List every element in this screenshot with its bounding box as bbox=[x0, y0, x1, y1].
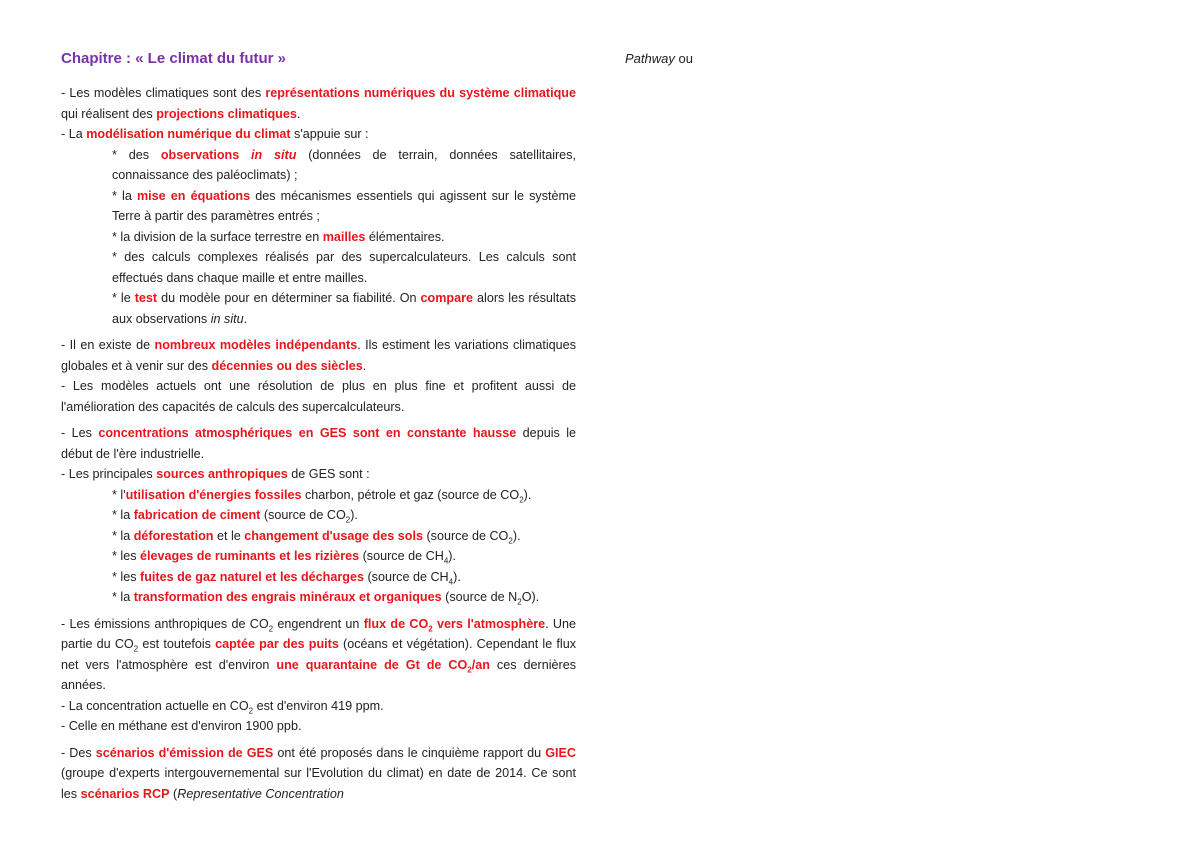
text: (océans et végétation). Cependant le flux net vers l'atmosphère est d'environ bbox=[61, 637, 576, 672]
text: alors les résultats aux observations bbox=[112, 291, 576, 326]
paragraph-emissions bbox=[61, 614, 576, 696]
subscript: 2 bbox=[517, 597, 522, 607]
text: (source de CH bbox=[359, 549, 444, 563]
subscript: 2 bbox=[268, 624, 274, 634]
paragraph-resolution: - Les modèles actuels ont une résolution de plus en plus fine et profitent aussi de l'amélioration des capacités de calculs des supercalculateurs. bbox=[61, 379, 576, 414]
text: - Les émissions anthropiques de CO bbox=[61, 616, 269, 631]
highlight: captée par des puits bbox=[215, 637, 339, 651]
subscript: 2 bbox=[248, 706, 254, 716]
highlight: nombreux modèles indépendants bbox=[154, 338, 358, 352]
highlight: compare bbox=[420, 291, 474, 305]
highlight: décennies ou des siècles bbox=[211, 358, 363, 373]
text: ou bbox=[674, 51, 693, 66]
text: - Les modèles climatiques sont des bbox=[61, 86, 266, 100]
highlight: transformation des engrais minéraux et organiques bbox=[133, 590, 442, 604]
text: du modèle pour en déterminer sa fiabilité. On bbox=[157, 291, 421, 305]
text: * l' bbox=[112, 487, 126, 502]
chapter-title: Chapitre : « Le climat du futur » bbox=[61, 50, 287, 67]
text: Representative Concentration bbox=[177, 786, 344, 801]
highlight: déforestation bbox=[133, 528, 214, 543]
highlight: élevages de ruminants et les rizières bbox=[140, 549, 360, 563]
subscript: 2 bbox=[345, 515, 351, 525]
list-item bbox=[61, 485, 576, 506]
text: charbon, pétrole et gaz (source de CO bbox=[301, 487, 520, 502]
text: ). bbox=[350, 508, 358, 522]
list-item bbox=[61, 227, 576, 248]
text: * la bbox=[112, 188, 137, 203]
highlight: mailles bbox=[322, 229, 366, 244]
text: (données de terrain, données satellitaires, connaissance des paléoclimats) ; bbox=[112, 147, 576, 182]
subscript: 2 bbox=[133, 644, 139, 654]
text: qui réalisent des bbox=[61, 106, 157, 121]
list-item bbox=[61, 505, 576, 526]
text: (source de N bbox=[441, 590, 518, 604]
text: depuis le début de l'ère industrielle. bbox=[61, 426, 577, 461]
highlight: fabrication de ciment bbox=[133, 508, 261, 522]
text: ( bbox=[169, 786, 178, 801]
text: ont été proposés dans le cinquième rapport du bbox=[273, 745, 546, 760]
text: et le bbox=[213, 528, 245, 543]
highlight: GIEC bbox=[545, 745, 576, 760]
highlight: in situ bbox=[251, 147, 297, 162]
text: . bbox=[296, 106, 301, 121]
text: - La bbox=[61, 127, 87, 141]
text: ). bbox=[523, 487, 532, 502]
list-item bbox=[61, 587, 576, 608]
list-item bbox=[61, 247, 576, 288]
text: * des bbox=[112, 147, 161, 162]
text: ces dernières années. bbox=[61, 657, 576, 692]
subscript: 2 bbox=[428, 624, 433, 634]
text: est d'environ 419 ppm. bbox=[253, 698, 384, 713]
text: de GES sont : bbox=[287, 467, 370, 481]
highlight: observations bbox=[160, 147, 252, 162]
list-item bbox=[61, 145, 576, 186]
paragraph-methane: - Celle en méthane est d'environ 1900 ppb. bbox=[61, 719, 302, 733]
highlight: changement d'usage des sols bbox=[244, 528, 423, 543]
text: * la division de la surface terrestre en bbox=[112, 229, 323, 244]
subscript: 4 bbox=[448, 577, 454, 587]
left-column bbox=[61, 48, 576, 804]
text: * la bbox=[112, 508, 134, 522]
text: in situ bbox=[210, 311, 244, 326]
text: - Des bbox=[61, 745, 96, 760]
paragraph-models bbox=[61, 83, 576, 124]
text: O). bbox=[521, 590, 540, 604]
text: est toutefois bbox=[138, 637, 216, 651]
text: (source de CO bbox=[422, 528, 509, 543]
list-item bbox=[61, 186, 576, 227]
subscript: 4 bbox=[443, 556, 449, 566]
text: . bbox=[362, 358, 367, 373]
text: * la bbox=[112, 528, 134, 543]
right-column-fragment bbox=[625, 48, 693, 70]
highlight: utilisation d'énergies fossiles bbox=[125, 487, 302, 502]
text: élémentaires. bbox=[365, 229, 445, 244]
text: - Il en existe de bbox=[61, 338, 155, 352]
paragraph-concentrations bbox=[61, 423, 576, 464]
highlight: /an bbox=[471, 657, 490, 672]
text: * la bbox=[112, 590, 134, 604]
text: ). bbox=[512, 528, 521, 543]
paragraph-modelisation bbox=[61, 124, 576, 145]
highlight: test bbox=[134, 291, 158, 305]
highlight: représentations numériques du système climatique bbox=[265, 86, 576, 100]
highlight: projections climatiques bbox=[156, 106, 297, 121]
text: des mécanismes essentiels qui agissent sur le système Terre à partir des paramètres entrés ; bbox=[112, 188, 577, 223]
paragraph-sources bbox=[61, 464, 576, 485]
text: (source de CH bbox=[363, 569, 449, 584]
paragraph-co2-concentration bbox=[61, 696, 576, 717]
text: . bbox=[243, 311, 248, 326]
text: Pathway bbox=[625, 51, 675, 66]
text: - Les bbox=[61, 426, 99, 440]
paragraph-independent-models bbox=[61, 335, 576, 376]
text: ). bbox=[448, 549, 456, 563]
text: ). bbox=[453, 569, 461, 584]
text: s'appuie sur : bbox=[290, 127, 369, 141]
text: - Les principales bbox=[61, 467, 157, 481]
text: * les bbox=[112, 549, 140, 563]
highlight: vers l'atmosphère bbox=[432, 616, 546, 631]
list-item bbox=[61, 288, 576, 329]
paragraph-scenarios bbox=[61, 743, 576, 805]
subscript: 2 bbox=[508, 536, 513, 546]
text: . Une partie du CO bbox=[61, 616, 576, 651]
list-item bbox=[61, 526, 576, 547]
text: - La concentration actuelle en CO bbox=[61, 698, 249, 713]
text: * des calculs complexes réalisés par des supercalculateurs. Les calculs sont effectués dans chaque maille et entre mailles. bbox=[112, 250, 576, 285]
highlight: sources anthropiques bbox=[156, 467, 288, 481]
highlight: scénarios d'émission de GES bbox=[95, 745, 274, 760]
highlight: concentrations atmosphériques en GES sont en constante hausse bbox=[98, 426, 517, 440]
text: * le bbox=[112, 291, 135, 305]
subscript: 2 bbox=[519, 495, 524, 505]
text: . Ils estiment les variations climatiques globales et à venir sur des bbox=[61, 338, 576, 373]
text: (source de CO bbox=[260, 508, 346, 522]
text: (groupe d'experts intergouvernemental sur l'Evolution du climat) en date de 2014. Ce sont les bbox=[61, 766, 576, 801]
list-item bbox=[61, 567, 576, 588]
text: * les bbox=[112, 569, 140, 584]
highlight: flux de CO bbox=[363, 616, 429, 631]
subscript: 2 bbox=[467, 665, 472, 675]
highlight: scénarios RCP bbox=[80, 786, 170, 801]
text: engendrent un bbox=[273, 616, 364, 631]
highlight: une quarantaine de Gt de CO bbox=[276, 657, 468, 672]
highlight: modélisation numérique du climat bbox=[86, 127, 291, 141]
list-item bbox=[61, 546, 576, 567]
highlight: mise en équations bbox=[136, 188, 251, 203]
highlight: fuites de gaz naturel et les décharges bbox=[140, 569, 364, 584]
